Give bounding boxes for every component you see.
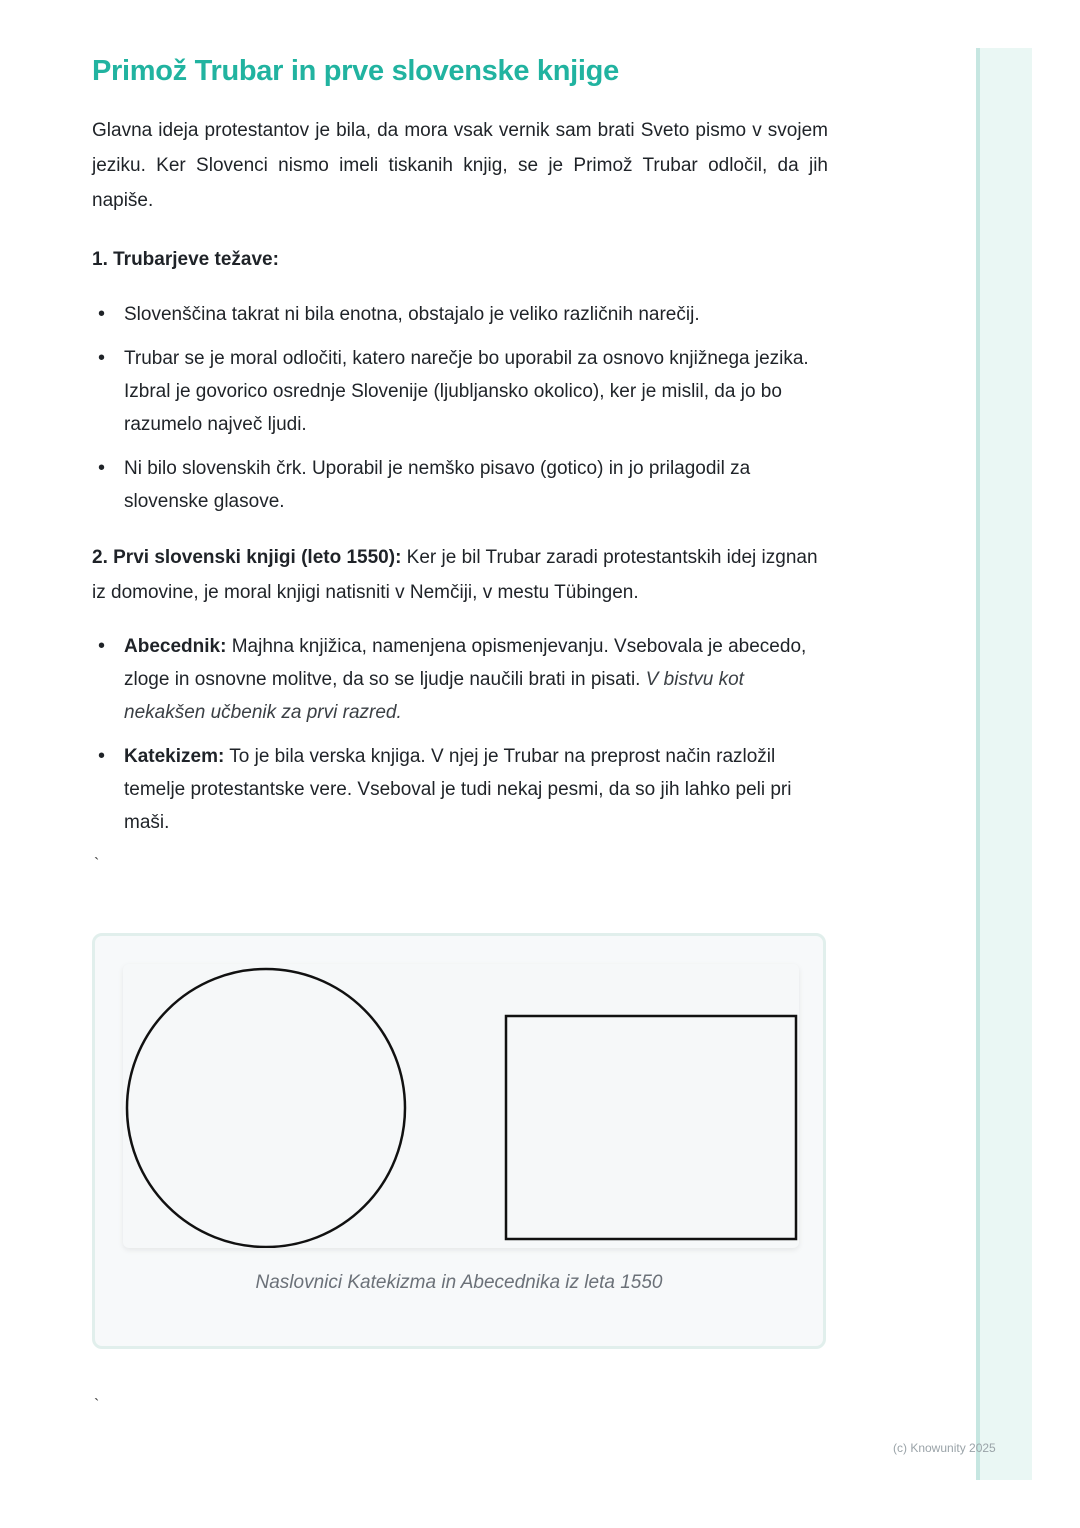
term-abecednik: Abecednik: [124, 636, 227, 657]
list-item: • Trubar se je moral odločiti, katero narečje bo uporabil za osnovo knjižnega jezika. Izbral je govorico osrednje Slovenije (ljubljansko okolico), ker je mislil, da jo bo razumelo največ ljudi. [92, 342, 828, 441]
figure-box [92, 933, 826, 1349]
copyright-footer: (c) Knowunity 2025 [893, 1441, 996, 1455]
section-2-heading: 2. Prvi slovenski knjigi (leto 1550): [92, 547, 402, 568]
figure-image-placeholder [123, 964, 799, 1248]
page-title: Primož Trubar in prve slovenske knjige [92, 55, 619, 87]
figure-caption: Naslovnici Katekizma in Abecednika iz leta 1550 [255, 1272, 663, 1293]
term-katekizem: Katekizem: [124, 746, 225, 767]
description-abecednik: Majhna knjižica, namenjena opismenjevanju. Vsebovala je abecedo, zloge in osnovne molitve, da so se ljudje naučili brati in pisati. [124, 636, 807, 690]
list-item: • Ni bilo slovenskih črk. Uporabil je nemško pisavo (gotico) in jo prilagodil za slovenske glasove. [92, 452, 828, 518]
description-katekizem: To je bila verska knjiga. V njej je Trubar na preprost način razložil temelje protestantske vere. Vseboval je tudi nekaj pesmi, da so jih lahko peli pri maši. [124, 746, 792, 833]
document-content [92, 52, 828, 839]
right-sidebar-strip [976, 48, 1032, 1480]
section-2-paragraph [92, 540, 828, 610]
stray-backtick: ` [94, 1397, 100, 1414]
note-abecednik: V bistvu kot nekakšen učbenik za prvi razred. [124, 669, 744, 723]
figure-shapes [123, 964, 799, 1248]
list-item-katekizem [92, 740, 828, 839]
section-2-text: Ker je bil Trubar zaradi protestantskih idej izgnan iz domovine, je moral knjigi natisniti v Nemčiji, v mestu Tübingen. [92, 547, 818, 603]
section-1-list [92, 298, 828, 518]
circle-shape [127, 969, 405, 1247]
list-item-abecednik [92, 630, 828, 729]
stray-backtick: ` [94, 856, 100, 873]
section-2-list [92, 630, 828, 839]
rectangle-shape [506, 1016, 796, 1239]
list-item: • Slovenščina takrat ni bila enotna, obstajalo je veliko različnih narečij. [92, 298, 828, 331]
section-1-heading: 1. Trubarjeve težave: [92, 249, 279, 270]
intro-paragraph: Glavna ideja protestantov je bila, da mora vsak vernik sam brati Sveto pismo v svojem jeziku. Ker Slovenci nismo imeli tiskanih knjig, se je Primož Trubar odločil, da jih napiše. [92, 120, 828, 211]
